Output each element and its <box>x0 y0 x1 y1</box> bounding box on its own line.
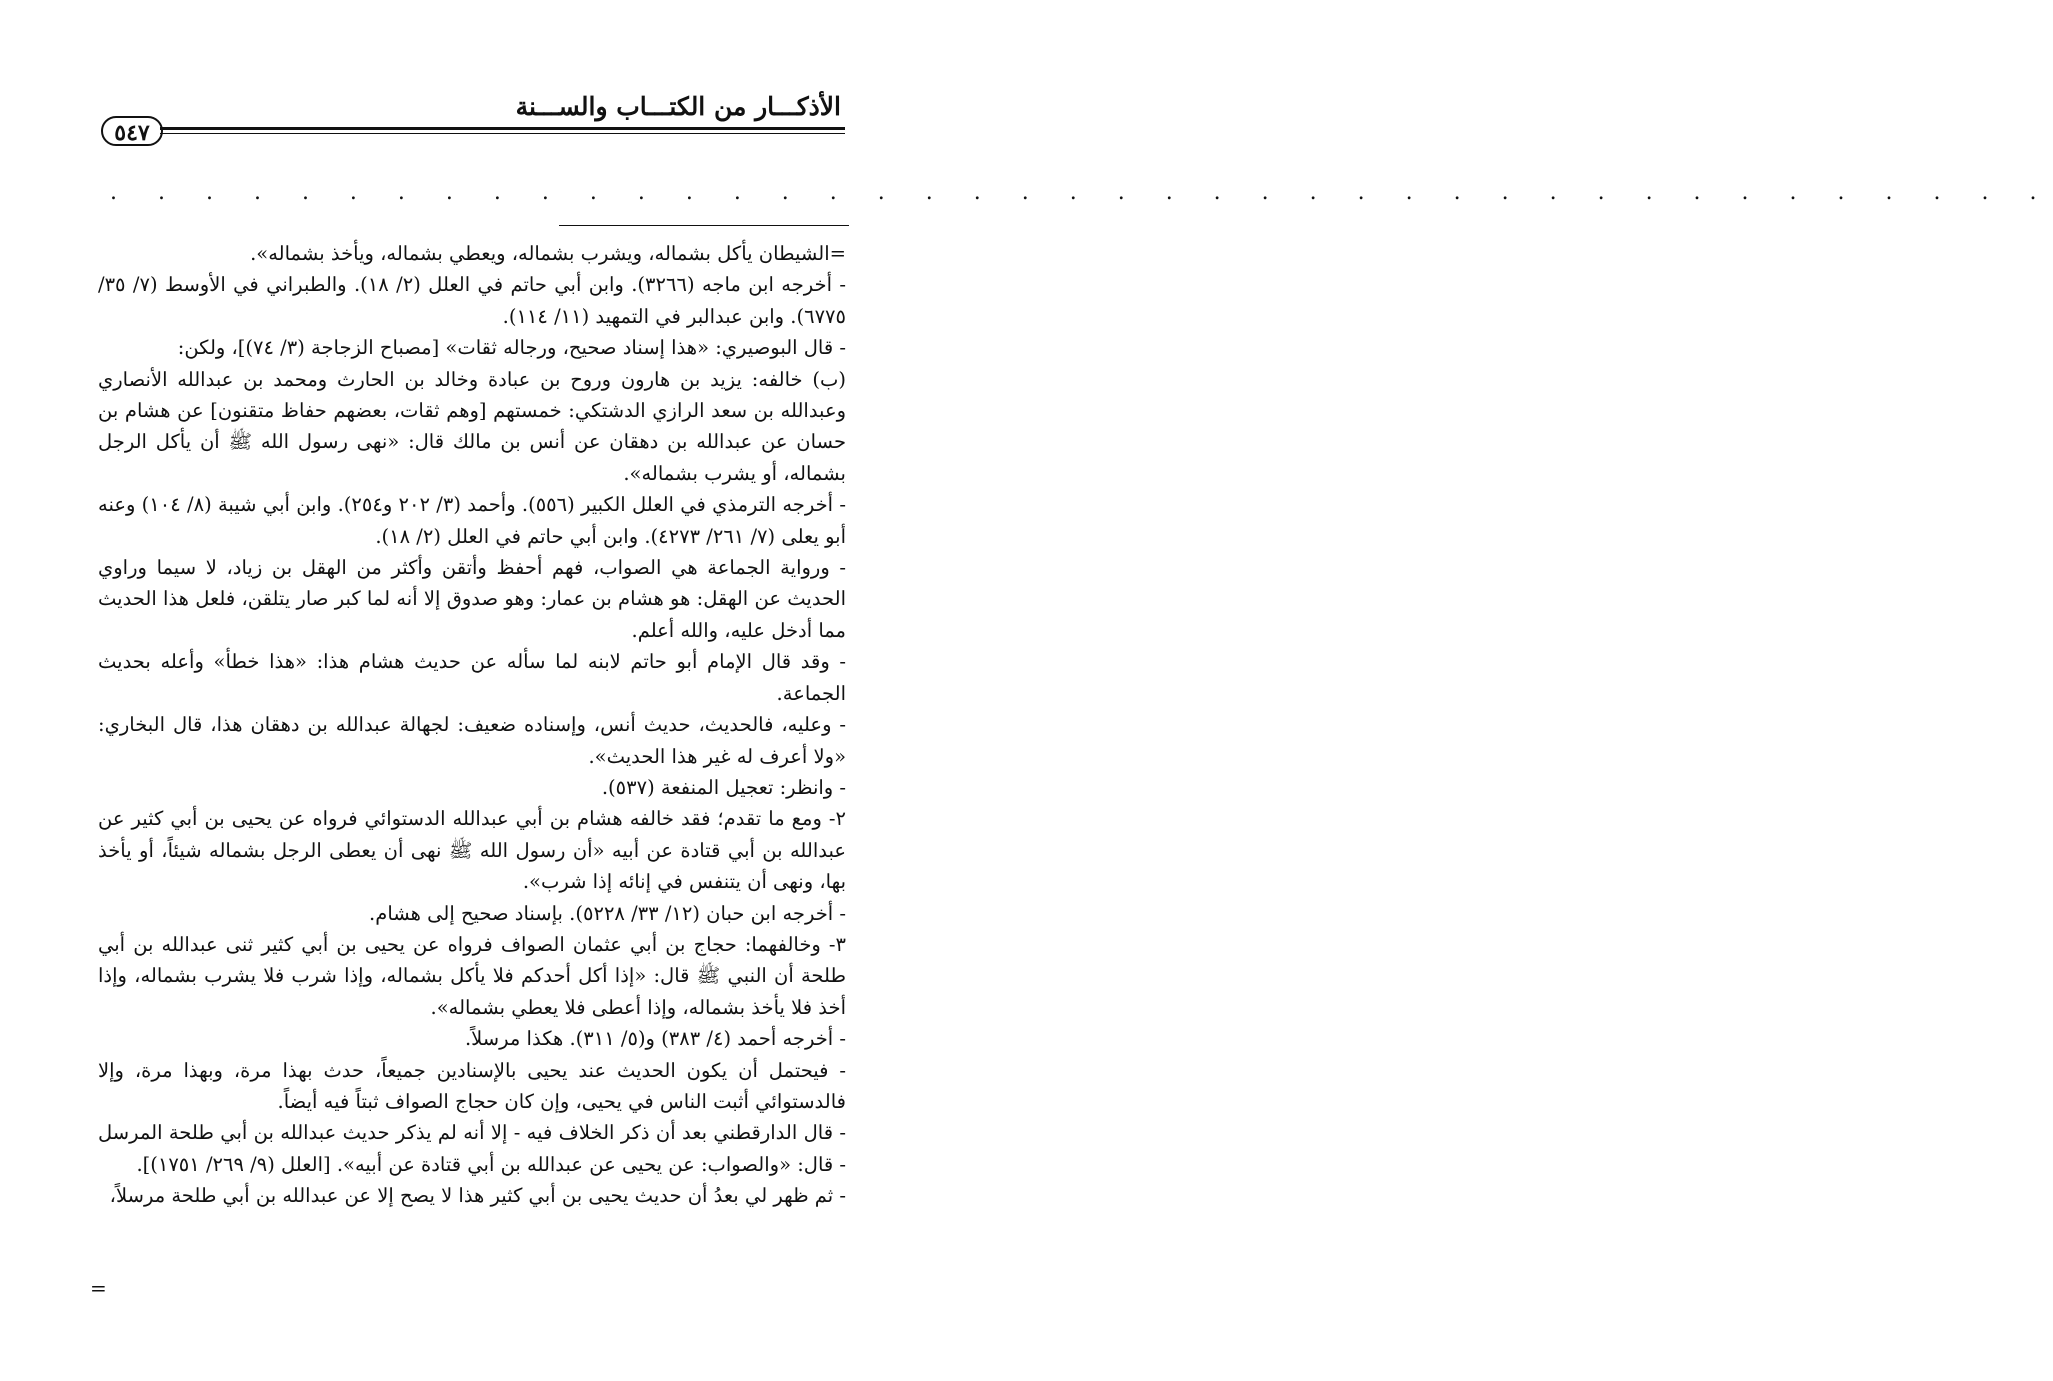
footnote-paragraph: =الشيطان يأكل بشماله، ويشرب بشماله، ويعطي بشماله، ويأخذ بشماله». <box>250 242 846 265</box>
continuation-mark: = <box>90 1276 107 1300</box>
header-rule-thin <box>160 133 845 134</box>
footnote-paragraph: - ثم ظهر لي بعدُ أن حديث يحيى بن أبي كثير هذا لا يصح إلا عن عبدالله بن أبي طلحة مرسلاً، <box>109 1184 846 1208</box>
header-rule <box>160 127 845 130</box>
footnote-text <box>98 238 846 1212</box>
footnote-paragraph: (ب) خالفه: يزيد بن هارون وروح بن عبادة وخالد بن الحارث ومحمد بن عبدالله الأنصاري وعبدالله بن سعد الرازي الدشتكي: خمستهم [وهم ثقات، بعضهم حفاظ متقنون] عن هشام بن حسان عن عبدالله بن دهقان عن أنس بن مالك قال: «نهى رسول الله ﷺ أن يأكل الرجل بشماله، أو يشرب بشماله». <box>98 367 846 485</box>
footnote-paragraph: - قال الدارقطني بعد أن ذكر الخلاف فيه - إلا أنه لم يذكر حديث عبدالله بن أبي طلحة المرسل - قال: «والصواب: عن يحيى عن عبدالله بن أبي قتادة عن أبيه». [العلل (٩/ ٢٦٩/ ١٧٥١)]. <box>98 1121 846 1176</box>
footnote-paragraph: - أخرجه ابن ماجه (٣٢٦٦). وابن أبي حاتم في العلل (٢/ ١٨). والطبراني في الأوسط (٧/ ٣٥/ ٦٧٧٥). وابن عبدالبر في التمهيد (١١/ ١١٤). <box>98 273 846 328</box>
footnote-paragraph: - وقد قال الإمام أبو حاتم لابنه لما سأله عن حديث هشام هذا: «هذا خطأ» وأعله بحديث الجماعة. <box>98 650 846 705</box>
footnote-paragraph: - وانظر: تعجيل المنفعة (٥٣٧). <box>601 775 846 799</box>
footnote-paragraph: ٢- ومع ما تقدم؛ فقد خالفه هشام بن أبي عبدالله الدستوائي فرواه عن يحيى بن أبي كثير عن عبدالله بن أبي قتادة عن أبيه «أن رسول الله ﷺ نهى أن يعطى الرجل بشماله شيئاً، أو يأخذ بها، ونهى أن يتنفس في إنائه إذا شرب». <box>98 807 846 894</box>
footnote-paragraph: - أخرجه الترمذي في العلل الكبير (٥٥٦). وأحمد (٣/ ٢٠٢ و٢٥٤). وابن أبي شيبة (٨/ ١٠٤) وعنه أبو يعلى (٧/ ٢٦١/ ٤٢٧٣). وابن أبي حاتم في العلل (٢/ ١٨). <box>98 493 846 548</box>
footnote-paragraph: - قال البوصيري: «هذا إسناد صحيح، ورجاله ثقات» [مصباح الزجاجة (٣/ ٧٤)]، ولكن: <box>177 336 846 360</box>
footnote-paragraph: ٣- وخالفهما: حجاج بن أبي عثمان الصواف فرواه عن يحيى بن أبي كثير ثنى عبدالله بن أبي طلحة أن النبي ﷺ قال: «إذا أكل أحدكم فلا يأكل بشماله، وإذا شرب فلا يشرب بشماله، وإذا أخذ فلا يأخذ بشماله، وإذا أعطى فلا يعطي بشماله». <box>98 932 846 1019</box>
dotted-separator: . . . . . . . . . . . . . . . . . . . . . . . . . . . . . . . . . . . . . . . . . <box>110 180 2053 205</box>
footnote-paragraph: - فيحتمل أن يكون الحديث عند يحيى بالإسنادين جميعاً، حدث بهذا مرة، وبهذا مرة، وإلا فالدستوائي أثبت الناس في يحيى، وإن كان حجاج الصواف ثبتاً فيه أيضاً. <box>98 1058 846 1113</box>
running-title: الأذكـــار من الكتـــاب والســـنة <box>515 92 841 121</box>
footnote-paragraph: - ورواية الجماعة هي الصواب، فهم أحفظ وأتقن وأكثر من الهقل بن زياد، لا سيما وراوي الحديث عن الهقل: هو هشام بن عمار: وهو صدوق إلا أنه لما كبر صار يتلقن، فلعل هذا الحديث مما أدخل عليه، والله أعلم. <box>98 556 846 642</box>
footnote-rule <box>559 225 849 226</box>
footnote-paragraph: - وعليه، فالحديث، حديث أنس، وإسناده ضعيف: لجهالة عبدالله بن دهقان هذا، قال البخاري: «ولا أعرف له غير هذا الحديث». <box>98 713 846 768</box>
footnote-paragraph: - أخرجه ابن حبان (١٢/ ٣٣/ ٥٢٢٨). بإسناد صحيح إلى هشام. <box>369 901 846 925</box>
page-number: ٥٤٧ <box>101 116 163 146</box>
footnote-paragraph: - أخرجه أحمد (٤/ ٣٨٣) و(٥/ ٣١١). هكذا مرسلاً. <box>464 1027 846 1051</box>
